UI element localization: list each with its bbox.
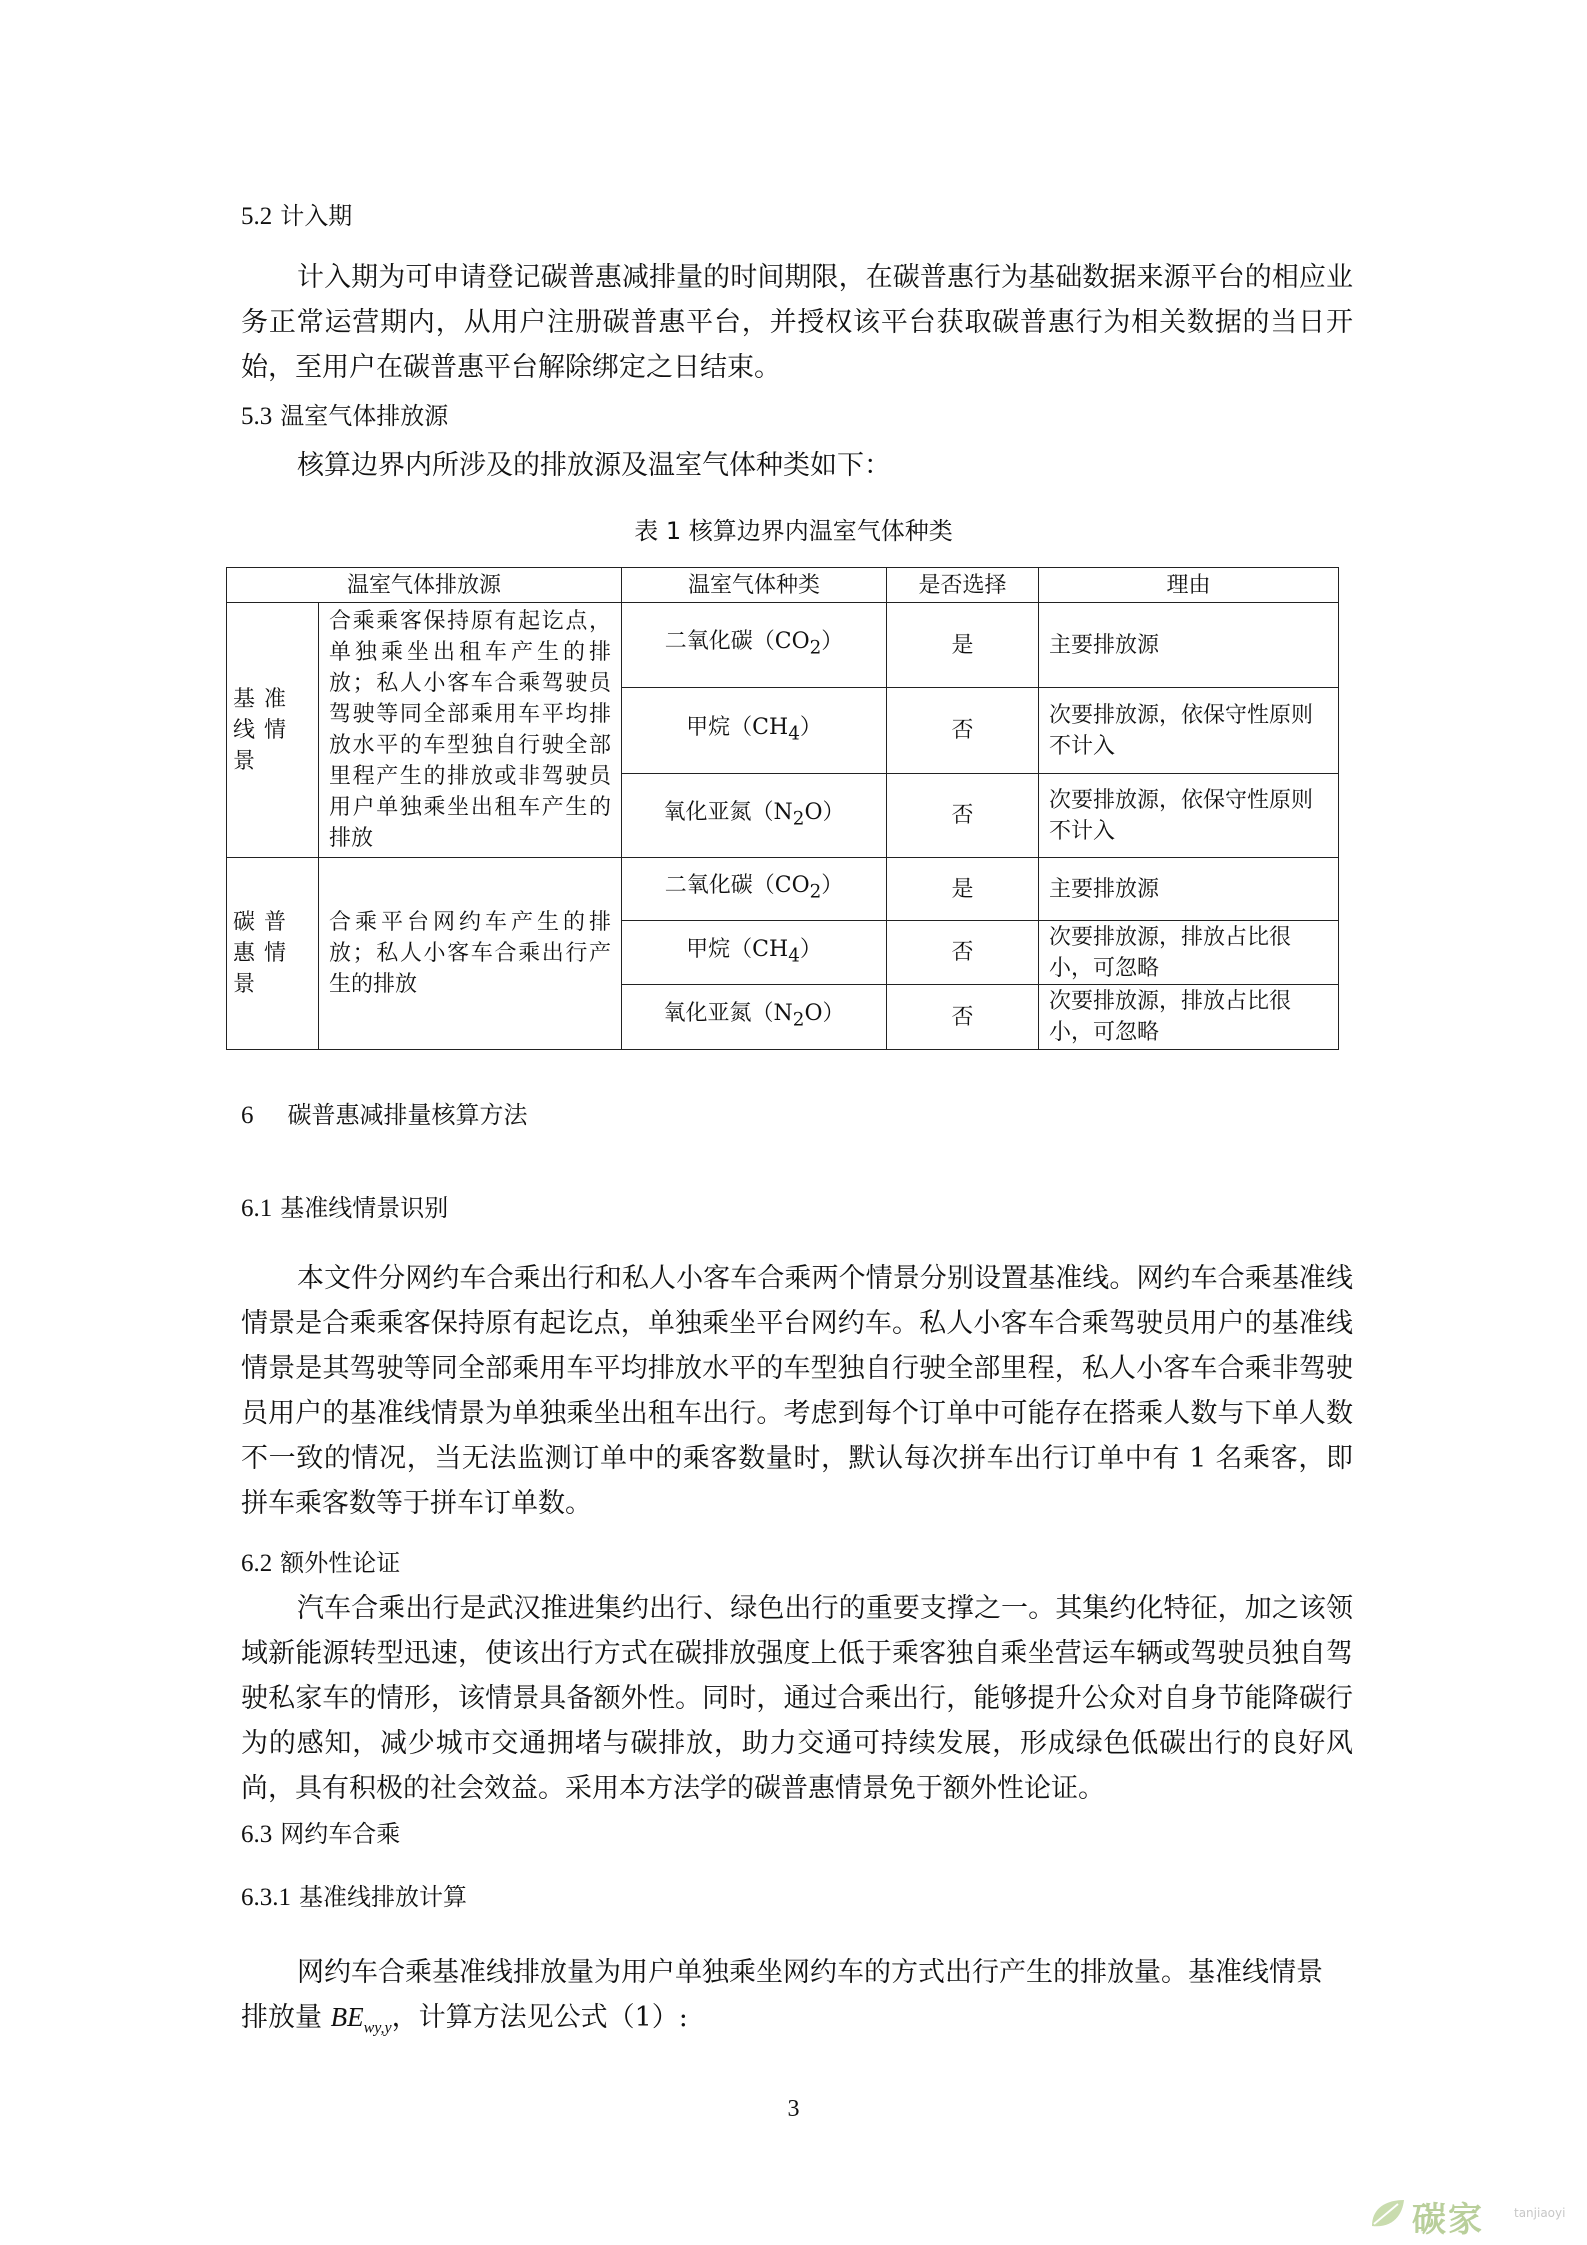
section-title: 温室气体排放源 [280, 402, 449, 430]
section-title: 网约车合乘 [280, 1820, 401, 1848]
section-5-3-heading [241, 396, 448, 431]
watermark-url: tanjiaoyi [1514, 2206, 1566, 2220]
table-header-cell: 理由 [1039, 568, 1339, 603]
scenario-cell [227, 603, 319, 858]
section-title: 计入期 [280, 202, 353, 230]
table-row [227, 858, 1339, 921]
selected-cell: 是 [887, 858, 1039, 921]
gas-type-cell [622, 774, 887, 858]
scenario-text: 基 准 [233, 686, 287, 712]
emission-source-cell: 合乘乘客保持原有起讫点，单独乘坐出租车产生的排放；私人小客车合乘驾驶员驾驶等同全部乘用车平均排放水平的车型独自行驶全部里程产生的排放或非驾驶员用户单独乘坐出租车产生的排放 [319, 603, 622, 858]
gas-type-cell [622, 688, 887, 774]
table-header-cell: 温室气体种类 [622, 568, 887, 603]
section-number: 6 [241, 1102, 254, 1129]
section-title: 基准线排放计算 [298, 1883, 467, 1911]
selected-cell: 否 [887, 985, 1039, 1050]
gas-subscript: 4 [788, 945, 800, 967]
selected-cell: 否 [887, 921, 1039, 985]
scenario-text: 碳 普 [233, 910, 287, 935]
gas-name: 甲烷（CH [686, 936, 789, 962]
scenario-text: 景 [233, 748, 257, 774]
section-6-3-1-heading [241, 1877, 467, 1912]
gas-name: 甲烷（CH [686, 714, 789, 740]
scenario-text: 线 情 [233, 717, 287, 743]
emission-source-cell: 合乘平台网约车产生的排放；私人小客车合乘出行产生的排放 [319, 858, 622, 1050]
scenario-cell [227, 858, 319, 1050]
reason-cell: 次要排放源，依保守性原则不计入 [1039, 774, 1339, 858]
section-6-3-heading [241, 1814, 400, 1849]
section-5-3-paragraph: 核算边界内所涉及的排放源及温室气体种类如下： [297, 450, 891, 481]
gas-name: 二氧化碳（CO [664, 873, 810, 899]
section-number: 6.3.1 [241, 1884, 291, 1911]
section-5-2-heading [241, 196, 352, 231]
section-number: 6.1 [241, 1195, 273, 1222]
gas-subscript: 2 [792, 1009, 805, 1031]
gas-tail: ） [799, 714, 822, 740]
gas-tail: O） [804, 1001, 845, 1027]
section-title: 基准线情景识别 [280, 1194, 449, 1222]
selected-cell: 否 [887, 774, 1039, 858]
gas-type-cell [622, 921, 887, 985]
reason-cell: 次要排放源，排放占比很小，可忽略 [1039, 921, 1339, 985]
gas-tail: O） [804, 799, 845, 825]
gas-subscript: 2 [792, 808, 805, 830]
section-number: 5.3 [241, 403, 273, 430]
table-header-cell: 是否选择 [887, 568, 1039, 603]
table-row [227, 603, 1339, 688]
gas-type-cell [622, 985, 887, 1050]
selected-cell: 否 [887, 688, 1039, 774]
gas-type-cell [622, 603, 887, 688]
section-6-heading [241, 1095, 527, 1130]
leaf-icon [1368, 2196, 1408, 2232]
scenario-text: 景 [233, 972, 257, 997]
text: ，计算方法见公式（1）: [391, 2002, 688, 2033]
watermark [1368, 2192, 1578, 2240]
variable-subscript: wy,y [363, 2019, 392, 2037]
section-6-1-paragraph: 本文件分网约车合乘出行和私人小客车合乘两个情景分别设置基准线。网约车合乘基准线情景是合乘乘客保持原有起讫点，单独乘坐平台网约车。私人小客车合乘驾驶员用户的基准线情景是其驾驶等同全部乘用车平均排放水平的车型独自行驶全部里程，私人小客车合乘非驾驶员用户的基准线情景为单独乘坐出租车出行。考虑到每个订单中可能存在搭乘人数与下单人数不一致的情况，当无法监测订单中的乘客数量时，默认每次拼车出行订单中有 1 名乘客，即拼车乘客数等于拼车订单数。 [241, 1263, 1353, 1519]
section-6-1-heading [241, 1188, 448, 1223]
reason-cell: 主要排放源 [1039, 603, 1339, 688]
watermark-text: 碳家 [1412, 2200, 1484, 2240]
reason-cell: 次要排放源，排放占比很小，可忽略 [1039, 985, 1339, 1050]
gas-name: 二氧化碳（CO [664, 629, 810, 655]
table-caption: 表 1 核算边界内温室气体种类 [634, 517, 953, 545]
gas-tail: ） [821, 873, 844, 899]
gas-subscript: 4 [788, 723, 800, 745]
table-header-cell: 温室气体排放源 [227, 568, 622, 603]
variable: BE [330, 2002, 364, 2032]
section-number: 5.2 [241, 203, 273, 230]
gas-tail: ） [799, 936, 822, 962]
section-5-2-paragraph: 计入期为可申请登记碳普惠减排量的时间期限，在碳普惠行为基础数据来源平台的相应业务正常运营期内，从用户注册碳普惠平台，并授权该平台获取碳普惠行为相关数据的当日开始，至用户在碳普惠平台解除绑定之日结束。 [241, 262, 1353, 383]
section-6-3-1-line2 [241, 1995, 688, 2037]
reason-cell: 主要排放源 [1039, 858, 1339, 921]
selected-cell: 是 [887, 603, 1039, 688]
section-title: 碳普惠减排量核算方法 [287, 1101, 528, 1129]
ghg-table [226, 567, 1339, 1050]
gas-name: 氧化亚氮（N [663, 799, 793, 825]
page-number: 3 [787, 2096, 800, 2122]
section-6-3-1-line1: 网约车合乘基准线排放量为用户单独乘坐网约车的方式出行产生的排放量。基准线情景 [297, 1957, 1323, 1988]
gas-subscript: 2 [809, 637, 822, 659]
gas-tail: ） [821, 629, 844, 655]
section-6-2-paragraph: 汽车合乘出行是武汉推进集约出行、绿色出行的重要支撑之一。其集约化特征，加之该领域新能源转型迅速，使该出行方式在碳排放强度上低于乘客独自乘坐营运车辆或驾驶员独自驾驶私家车的情形，该情景具备额外性。同时，通过合乘出行，能够提升公众对自身节能降碳行为的感知，减少城市交通拥堵与碳排放，助力交通可持续发展，形成绿色低碳出行的良好风尚，具有积极的社会效益。采用本方法学的碳普惠情景免于额外性论证。 [241, 1593, 1353, 1804]
gas-type-cell [622, 858, 887, 921]
scenario-text: 惠 情 [233, 941, 287, 966]
table-header-row [227, 568, 1339, 603]
reason-cell: 次要排放源，依保守性原则不计入 [1039, 688, 1339, 774]
section-number: 6.2 [241, 1550, 273, 1577]
text: 排放量 [241, 2002, 331, 2033]
section-title: 额外性论证 [280, 1549, 401, 1577]
section-6-2-heading [241, 1543, 400, 1578]
gas-subscript: 2 [809, 881, 822, 903]
gas-name: 氧化亚氮（N [663, 1001, 793, 1027]
section-number: 6.3 [241, 1821, 273, 1848]
